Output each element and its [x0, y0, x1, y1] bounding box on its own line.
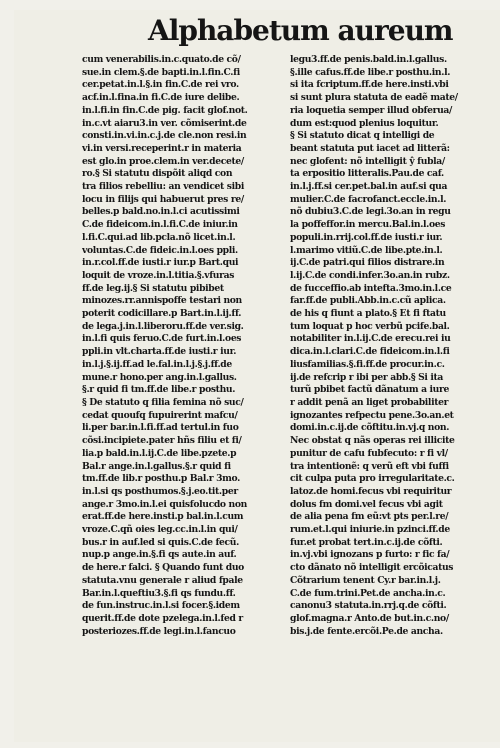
- text-line: ppli.in vlt.charta.ff.de iusti.r iur.: [82, 346, 237, 358]
- text-line: liusfamilias.§.fi.ff.de procur.in.c.: [290, 358, 445, 370]
- text-line: vroze.C.qñ oies leg.cc.in.l.in qui/: [82, 524, 238, 536]
- text-line: turũ pbibet factũ dãnatum a iure: [290, 384, 449, 396]
- text-line: loquit de vroze.in.l.titia.§.vfuras: [82, 269, 235, 281]
- text-line: ij.de refcrip r ibi per abb.§ Si ita: [290, 371, 444, 383]
- text-line: bis.j.de fente.ercõi.Pe.de ancha.: [290, 625, 443, 637]
- text-line: ff.de leg.ij.§ Si statutu pibibet: [82, 282, 224, 294]
- text-line: de here.r falci. § Quando funt duo: [82, 562, 244, 574]
- text-line: acf.in.l.fina.in fi.C.de iure delibe.: [82, 92, 240, 104]
- text-line: domi.in.c.ij.de cõftitu.in.vj.q non.: [290, 422, 450, 434]
- text-line: punitur de cafu fubfecuto: r fi vl/: [290, 447, 448, 459]
- text-line: ij.C.de patri.qui filios distrare.in: [290, 257, 445, 269]
- text-line: de fucceffio.ab intefta.3mo.in.l.ce: [290, 282, 452, 294]
- text-line: in.c.vt aiaru3.in ver. cõmiserint.de: [82, 117, 247, 129]
- text-line: Nec obstat q nãs operas rei illicite: [290, 435, 455, 447]
- text-line: la poffeffor.in mercu.Bal.in.l.oes: [290, 219, 446, 231]
- text-line: legu3.ff.de penis.bald.in.l.gallus.: [290, 54, 447, 65]
- text-line: ta erpositio litteralis.Pau.de caf.: [290, 168, 444, 180]
- text-line: ignozantes refpectu pene.3o.an.et: [290, 409, 454, 421]
- text-line: querit.ff.de dote pzelega.in.l.fed r: [82, 612, 243, 624]
- text-line: bus.r in auf.led si quis.C.de fecũ.: [82, 536, 239, 548]
- text-line: r addit penã an liget probabiliter: [290, 396, 449, 408]
- right-column: [290, 54, 488, 638]
- text-line: tum loquat p hoc verbũ pcife.bal.: [290, 320, 450, 332]
- text-line: populi.in.rrij.col.ff.de iusti.r iur.: [290, 231, 443, 243]
- text-line: cum venerabilis.in.c.quato.de cõ/: [82, 54, 241, 65]
- text-line: mulier.C.de facrofanct.eccle.in.l.: [290, 193, 447, 205]
- text-line: de his q fiunt a plato.§ Et fi ftatu: [290, 308, 446, 320]
- text-line: in.vj.vbi ignozans p furto: r fic fa/: [290, 549, 450, 561]
- text-line: in.l.j.ff.si cer.pet.bal.in auf.si qua: [290, 181, 448, 193]
- text-line: Bar.in.l.queftiu3.§.fi qs fundu.ff.: [82, 587, 236, 599]
- text-line: l.fi.C.qui.ad lib.pcla.nõ licet.in.l.: [82, 231, 236, 243]
- text-line: minozes.rr.annispoffe testari non: [82, 295, 242, 307]
- text-line: glof.magna.r Anto.de but.in.c.no/: [290, 612, 449, 624]
- text-line: § De statuto q filia femina nõ suc/: [82, 396, 244, 408]
- text-line: far.ff.de publi.Abb.in.c.cũ aplica.: [290, 295, 446, 307]
- text-line: §.ille cafus.ff.de libe.r posthu.in.l.: [290, 66, 451, 78]
- text-line: in.l.fi quis feruo.C.de furt.in.l.oes: [82, 333, 242, 345]
- text-line: cto dãnato nõ intelligit ercõicatus: [290, 562, 454, 574]
- text-line: cit culpa puta pro irregularitate.c.: [290, 473, 455, 485]
- text-line: Cõtrarium tenent Cy.r bar.in.l.j.: [290, 574, 441, 586]
- text-line: belles.p bald.no.in.l.ci acutissimi: [82, 206, 240, 218]
- text-line: de fun.instruc.in.l.si focer.§.idem: [82, 600, 240, 612]
- text-line: dum est:quod plenius loquitur.: [290, 117, 439, 129]
- text-line: cõsi.incipiete.pater hñs filiu et fi/: [82, 435, 242, 447]
- text-line: rum.et.l.qui iniurie.in pzinci.ff.de: [290, 524, 450, 536]
- text-line: dolus fm domi.vel fecus vbi agit: [290, 498, 443, 510]
- text-line: poterit codicillare.p Bart.in.l.ij.ff.: [82, 308, 242, 320]
- text-line: § Si statuto dicat q intelligi de: [290, 130, 435, 142]
- text-line: voluntas.C.de fideic.in.l.oes ppli.: [82, 244, 238, 256]
- text-line: est glo.in proe.clem.in ver.decete/: [82, 155, 244, 167]
- text-line: lia.p bald.in.l.ij.C.de libe.pzete.p: [82, 447, 237, 459]
- text-line: posteriozes.ff.de legi.in.l.fancuo: [82, 625, 236, 637]
- text-line: beant statuta put iacet ad litterã:: [290, 142, 450, 154]
- text-line: C.de fideicom.in.l.fi.C.de iniur.in: [82, 219, 238, 231]
- text-line: latoz.de homi.fecus vbi requiritur: [290, 485, 452, 497]
- text-line: l.ij.C.de condi.infer.3o.an.in rubz.: [290, 269, 450, 281]
- text-line: nõ dubiu3.C.de legi.3o.an in regu: [290, 206, 451, 218]
- running-title: Alphabetum aureum: [148, 14, 453, 47]
- text-line: de lega.j.in.l.liberoru.ff.de ver.sig.: [82, 320, 244, 332]
- text-line: de alia pena fm eũ:vt pts per.l.re/: [290, 511, 449, 523]
- text-line: notabiliter in.l.ij.C.de erecu.rei iu: [290, 333, 451, 345]
- left-column: [82, 54, 288, 638]
- text-line: sue.in clem.§.de bapti.in.l.fin.C.fi: [82, 66, 240, 78]
- text-line: ange.r 3mo.in.l.ei quisfolucdo non: [82, 498, 247, 510]
- text-line: locu in filijs qui habuerut pres re/: [82, 193, 244, 205]
- text-line: li.per bar.in.l.fi.ff.ad tertul.in fuo: [82, 422, 239, 434]
- text-line: canonu3 statuta.in.rrj.q.de cõfti.: [290, 600, 447, 612]
- text-line: in.l.si qs posthumos.§.j.eo.tit.per: [82, 485, 238, 497]
- text-line: tra filios rebelliu: an vendicet sibi: [82, 181, 244, 193]
- text-line: erat.ff.de here.insti.p bal.in.l.cum: [82, 511, 244, 523]
- text-line: mune.r hono.per ang.in.l.gallus.: [82, 371, 237, 383]
- text-line: ro.§ Si statutu dispõit aliqd con: [82, 168, 233, 180]
- text-line: vi.in versi.receperint.r in materia: [82, 142, 242, 154]
- text-line: in.l.fi.in fin.C.de pig. facit glof.not.: [82, 104, 248, 116]
- text-line: dica.in.l.clari.C.de fideicom.in.l.fi: [290, 346, 450, 358]
- text-line: l.marimo vitiũ.C.de libe.pte.in.l.: [290, 244, 443, 256]
- text-line: nup.p ange.in.§.fi qs aute.in auf.: [82, 549, 237, 561]
- text-line: Bal.r ange.in.l.gallus.§.r quid fi: [82, 460, 231, 472]
- text-line: C.de fum.trini.Pet.de ancha.in.c.: [290, 587, 446, 599]
- text-line: statuta.vnu generale r aliud fpale: [82, 574, 243, 586]
- text-line: in.r.col.ff.de iusti.r iur.p Bart.qui: [82, 257, 239, 269]
- text-line: ria loquetia semper illud obferua/: [290, 104, 453, 116]
- text-line: in.l.j.§.ij.ff.ad le.fal.in.l.j.§.j.ff.de: [82, 358, 232, 370]
- text-line: si sunt plura statuta de eadẽ mate/: [290, 92, 458, 104]
- text-line: fur.et probat tert.in.c.ij.de cõfti.: [290, 536, 443, 548]
- text-line: cer.petat.in.l.§.in fin.C.de rei vro.: [82, 79, 239, 91]
- text-line: tra intentionẽ: q verũ eft vbi fuffi: [290, 460, 449, 472]
- text-line: nec glofent: nõ intelligit ŷ fubla/: [290, 155, 445, 167]
- text-line: tm.ff.de lib.r posthu.p Bal.r 3mo.: [82, 473, 241, 485]
- text-line: cedat quoufq fupuirerint mafcu/: [82, 409, 238, 421]
- text-line: consti.in.vi.in.c.j.de cle.non resi.in: [82, 130, 247, 142]
- text-line: §.r quid fi tm.ff.de libe.r posthu.: [82, 384, 236, 396]
- text-line: si ita fcriptum.ff.de here.insti.vbi: [290, 79, 449, 91]
